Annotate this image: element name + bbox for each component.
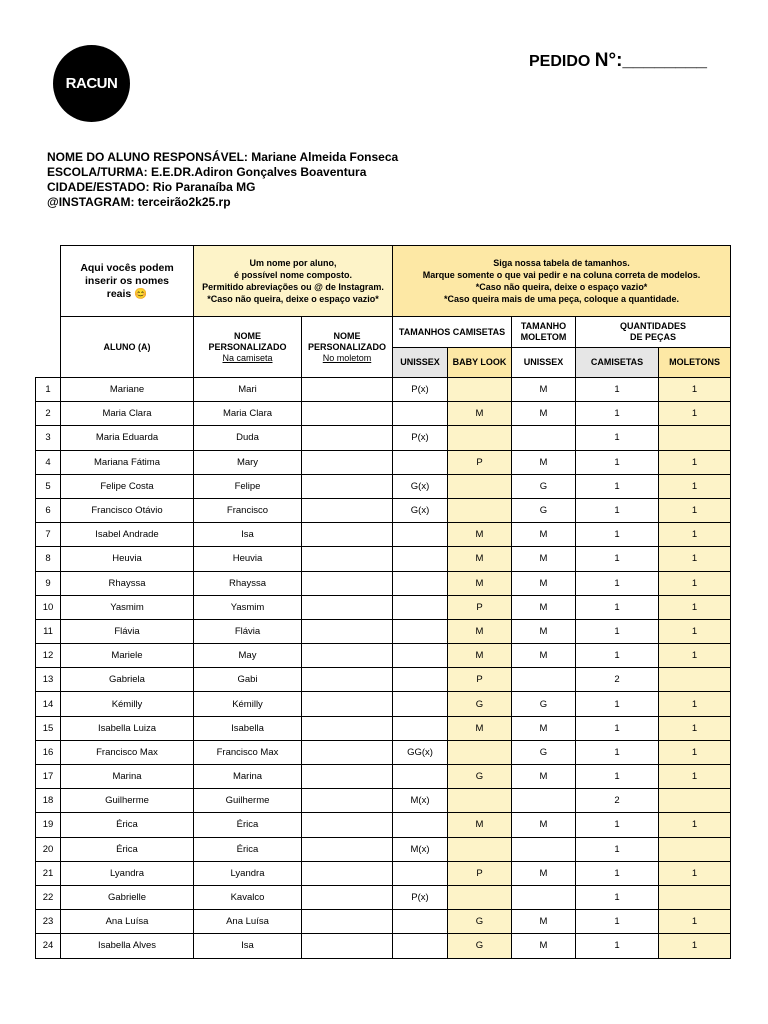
cell-unissex[interactable]	[393, 668, 448, 692]
table-row	[36, 547, 731, 571]
sizes-note-1: Siga nossa tabela de tamanhos.	[493, 258, 630, 268]
intro-names-text: Aqui vocês podem inserir os nomes reais 😊	[80, 261, 174, 300]
table-row	[36, 523, 731, 547]
sub-camisetas: CAMISETAS	[576, 348, 659, 378]
cell-aluno[interactable]: Mariane	[61, 378, 194, 402]
row-number: 1	[36, 378, 61, 402]
cell-nome-camiseta[interactable]: Mary	[194, 450, 302, 474]
cell-babylook[interactable]: P	[448, 668, 512, 692]
cell-qt-camisetas[interactable]: 1	[576, 934, 659, 958]
logo-text: RACUN	[65, 75, 118, 92]
cell-nome-moletom[interactable]	[302, 740, 393, 764]
cell-qt-moletons[interactable]: 1	[659, 716, 731, 740]
cell-qt-camisetas[interactable]: 1	[576, 740, 659, 764]
cell-tamanho-moletom[interactable]	[512, 885, 576, 909]
cell-nome-moletom[interactable]	[302, 402, 393, 426]
col-tamanho-moletom-2: MOLETOM	[520, 332, 567, 342]
cell-nome-moletom[interactable]	[302, 716, 393, 740]
cell-babylook[interactable]: M	[448, 523, 512, 547]
cell-nome-camiseta[interactable]: Érica	[194, 837, 302, 861]
cell-qt-camisetas[interactable]: 1	[576, 861, 659, 885]
cell-unissex[interactable]	[393, 934, 448, 958]
cell-babylook[interactable]: P	[448, 595, 512, 619]
cell-aluno[interactable]: Mariele	[61, 644, 194, 668]
cell-babylook[interactable]	[448, 498, 512, 522]
cell-tamanho-moletom[interactable]	[512, 837, 576, 861]
cell-unissex[interactable]	[393, 450, 448, 474]
school-class: ESCOLA/TURMA: E.E.DR.Adiron Gonçalves Boaventura	[47, 165, 367, 179]
sub-moletons: MOLETONS	[659, 348, 731, 378]
col-nome-moletom	[302, 317, 393, 378]
cell-qt-camisetas[interactable]: 1	[576, 644, 659, 668]
city-state: CIDADE/ESTADO: Rio Paranaíba MG	[47, 180, 256, 194]
cell-qt-moletons[interactable]: 1	[659, 595, 731, 619]
cell-babylook[interactable]	[448, 474, 512, 498]
cell-qt-moletons[interactable]	[659, 885, 731, 909]
cell-unissex[interactable]	[393, 692, 448, 716]
table-row	[36, 716, 731, 740]
cell-qt-moletons[interactable]: 1	[659, 861, 731, 885]
cell-nome-moletom[interactable]	[302, 547, 393, 571]
cell-aluno[interactable]: Felipe Costa	[61, 474, 194, 498]
row-number: 17	[36, 765, 61, 789]
row-number: 3	[36, 426, 61, 450]
cell-babylook[interactable]	[448, 740, 512, 764]
col-quantidades	[576, 317, 731, 348]
order-label: PEDIDO	[529, 53, 591, 70]
cell-qt-camisetas[interactable]: 1	[576, 523, 659, 547]
cell-unissex[interactable]	[393, 716, 448, 740]
cell-tamanho-moletom[interactable]: M	[512, 934, 576, 958]
table-row	[36, 595, 731, 619]
cell-qt-moletons[interactable]: 1	[659, 571, 731, 595]
row-number: 21	[36, 861, 61, 885]
cell-qt-camisetas[interactable]: 1	[576, 885, 659, 909]
row-number: 15	[36, 716, 61, 740]
cell-qt-moletons[interactable]: 1	[659, 474, 731, 498]
cell-nome-moletom[interactable]	[302, 668, 393, 692]
cell-qt-camisetas[interactable]: 1	[576, 716, 659, 740]
cell-tamanho-moletom[interactable]	[512, 789, 576, 813]
cell-nome-moletom[interactable]	[302, 789, 393, 813]
cell-aluno[interactable]: Guilherme	[61, 789, 194, 813]
cell-qt-camisetas[interactable]: 1	[576, 571, 659, 595]
cell-aluno[interactable]: Francisco Otávio	[61, 498, 194, 522]
cell-nome-moletom[interactable]	[302, 474, 393, 498]
cell-tamanho-moletom[interactable]: M	[512, 861, 576, 885]
order-number	[529, 50, 707, 72]
cell-nome-camiseta[interactable]: Flávia	[194, 619, 302, 643]
cell-qt-camisetas[interactable]: 1	[576, 910, 659, 934]
cell-qt-moletons[interactable]: 1	[659, 450, 731, 474]
row-number: 9	[36, 571, 61, 595]
cell-nome-moletom[interactable]	[302, 378, 393, 402]
cell-babylook[interactable]: G	[448, 765, 512, 789]
cell-nome-camiseta[interactable]: Francisco	[194, 498, 302, 522]
row-number: 5	[36, 474, 61, 498]
cell-aluno[interactable]: Rhayssa	[61, 571, 194, 595]
cell-aluno[interactable]: Érica	[61, 813, 194, 837]
cell-qt-camisetas[interactable]: 1	[576, 692, 659, 716]
col-tamanho-moletom	[512, 317, 576, 348]
table-row	[36, 861, 731, 885]
cell-tamanho-moletom[interactable]: G	[512, 498, 576, 522]
cell-babylook[interactable]	[448, 885, 512, 909]
table-row	[36, 692, 731, 716]
cell-qt-moletons[interactable]: 1	[659, 402, 731, 426]
cell-nome-moletom[interactable]	[302, 450, 393, 474]
row-number: 16	[36, 740, 61, 764]
cell-unissex[interactable]	[393, 644, 448, 668]
sub-babylook: BABY LOOK	[448, 348, 512, 378]
cell-qt-moletons[interactable]: 1	[659, 619, 731, 643]
instagram: @INSTAGRAM: terceirão2k25.rp	[47, 195, 231, 209]
cell-tamanho-moletom[interactable]: M	[512, 813, 576, 837]
cell-babylook[interactable]: M	[448, 547, 512, 571]
cell-unissex[interactable]	[393, 571, 448, 595]
cell-qt-camisetas[interactable]: 1	[576, 378, 659, 402]
table-row	[36, 813, 731, 837]
cell-tamanho-moletom[interactable]: G	[512, 692, 576, 716]
col-nome-camiseta-1: NOME	[234, 330, 261, 341]
table-row	[36, 789, 731, 813]
table-row	[36, 450, 731, 474]
table-row	[36, 740, 731, 764]
table-row	[36, 934, 731, 958]
cell-unissex[interactable]: P(x)	[393, 426, 448, 450]
cell-tamanho-moletom[interactable]: M	[512, 595, 576, 619]
cell-tamanho-moletom[interactable]: M	[512, 765, 576, 789]
table-row	[36, 837, 731, 861]
cell-tamanho-moletom[interactable]: M	[512, 716, 576, 740]
cell-tamanho-moletom[interactable]: M	[512, 619, 576, 643]
col-nome-camiseta-3: Na camiseta	[222, 352, 273, 363]
cell-qt-camisetas[interactable]: 1	[576, 837, 659, 861]
order-number-field[interactable]: N°:________	[594, 50, 707, 71]
cell-unissex[interactable]	[393, 547, 448, 571]
cell-nome-camiseta[interactable]: Felipe	[194, 474, 302, 498]
names-note-cell	[194, 246, 393, 317]
sub-unissex-moletom: UNISSEX	[512, 348, 576, 378]
cell-nome-camiseta[interactable]: Maria Clara	[194, 402, 302, 426]
table-body	[36, 378, 731, 959]
col-quantidades-1: QUANTIDADES	[620, 321, 687, 331]
cell-nome-moletom[interactable]	[302, 885, 393, 909]
cell-tamanho-moletom[interactable]: M	[512, 571, 576, 595]
cell-qt-moletons[interactable]: 1	[659, 644, 731, 668]
corner-blank	[36, 246, 61, 317]
cell-nome-camiseta[interactable]: Rhayssa	[194, 571, 302, 595]
cell-unissex[interactable]: GG(x)	[393, 740, 448, 764]
cell-aluno[interactable]: Érica	[61, 837, 194, 861]
cell-qt-moletons[interactable]: 1	[659, 934, 731, 958]
cell-qt-camisetas[interactable]: 1	[576, 426, 659, 450]
sizes-note-cell	[393, 246, 731, 317]
table-row	[36, 668, 731, 692]
racun-logo	[53, 45, 130, 122]
cell-nome-moletom[interactable]	[302, 861, 393, 885]
cell-nome-moletom[interactable]	[302, 523, 393, 547]
cell-nome-camiseta[interactable]: Guilherme	[194, 789, 302, 813]
cell-babylook[interactable]	[448, 378, 512, 402]
cell-qt-moletons[interactable]: 1	[659, 523, 731, 547]
cell-nome-moletom[interactable]	[302, 498, 393, 522]
cell-tamanho-moletom[interactable]: M	[512, 378, 576, 402]
cell-aluno[interactable]: Lyandra	[61, 861, 194, 885]
cell-unissex[interactable]: P(x)	[393, 378, 448, 402]
row-number: 10	[36, 595, 61, 619]
cell-nome-camiseta[interactable]: Yasmim	[194, 595, 302, 619]
table-row	[36, 644, 731, 668]
row-number: 24	[36, 934, 61, 958]
cell-qt-moletons[interactable]: 1	[659, 547, 731, 571]
cell-nome-camiseta[interactable]: Gabi	[194, 668, 302, 692]
row-number: 20	[36, 837, 61, 861]
cell-qt-camisetas[interactable]: 1	[576, 498, 659, 522]
cell-babylook[interactable]: M	[448, 716, 512, 740]
row-number: 22	[36, 885, 61, 909]
cell-qt-moletons[interactable]: 1	[659, 692, 731, 716]
cell-tamanho-moletom[interactable]: M	[512, 547, 576, 571]
cell-qt-camisetas[interactable]: 2	[576, 668, 659, 692]
row-number: 2	[36, 402, 61, 426]
cell-unissex[interactable]	[393, 619, 448, 643]
cell-tamanho-moletom[interactable]: M	[512, 523, 576, 547]
cell-qt-moletons[interactable]	[659, 668, 731, 692]
col-tamanho-moletom-1: TAMANHO	[520, 321, 567, 331]
row-number: 23	[36, 910, 61, 934]
cell-tamanho-moletom[interactable]: M	[512, 402, 576, 426]
responsible-student: NOME DO ALUNO RESPONSÁVEL: Mariane Almeida Fonseca	[47, 150, 399, 164]
col-nome-camiseta-2: PERSONALIZADO	[208, 341, 287, 352]
row-number: 19	[36, 813, 61, 837]
cell-tamanho-moletom[interactable]: M	[512, 910, 576, 934]
row-number: 13	[36, 668, 61, 692]
cell-aluno[interactable]: Heuvia	[61, 547, 194, 571]
cell-qt-moletons[interactable]: 1	[659, 740, 731, 764]
row-number: 18	[36, 789, 61, 813]
corner-blank-2	[36, 317, 61, 378]
cell-aluno[interactable]: Isabella Luiza	[61, 716, 194, 740]
cell-babylook[interactable]	[448, 837, 512, 861]
col-nome-moletom-1: NOME	[333, 330, 361, 341]
cell-qt-camisetas[interactable]: 1	[576, 765, 659, 789]
sizes-note-4: *Caso queira mais de uma peça, coloque a quantidade.	[443, 294, 680, 304]
cell-aluno[interactable]: Maria Eduarda	[61, 426, 194, 450]
cell-qt-moletons[interactable]	[659, 426, 731, 450]
cell-nome-moletom[interactable]	[302, 813, 393, 837]
cell-aluno[interactable]: Isabella Alves	[61, 934, 194, 958]
cell-qt-camisetas[interactable]: 1	[576, 474, 659, 498]
cell-nome-camiseta[interactable]: Kémilly	[194, 692, 302, 716]
cell-unissex[interactable]: G(x)	[393, 498, 448, 522]
cell-nome-camiseta[interactable]: Duda	[194, 426, 302, 450]
cell-nome-moletom[interactable]	[302, 595, 393, 619]
col-aluno: ALUNO (A)	[61, 317, 194, 378]
row-number: 12	[36, 644, 61, 668]
cell-nome-camiseta[interactable]: May	[194, 644, 302, 668]
cell-qt-camisetas[interactable]: 1	[576, 595, 659, 619]
cell-nome-camiseta[interactable]: Lyandra	[194, 861, 302, 885]
cell-nome-camiseta[interactable]: Isabella	[194, 716, 302, 740]
order-table	[35, 245, 731, 959]
cell-nome-moletom[interactable]	[302, 619, 393, 643]
cell-unissex[interactable]	[393, 910, 448, 934]
table-row	[36, 498, 731, 522]
cell-babylook[interactable]: G	[448, 910, 512, 934]
cell-unissex[interactable]	[393, 523, 448, 547]
cell-nome-moletom[interactable]	[302, 934, 393, 958]
cell-nome-camiseta[interactable]: Ana Luísa	[194, 910, 302, 934]
cell-aluno[interactable]: Flávia	[61, 619, 194, 643]
cell-qt-camisetas[interactable]: 1	[576, 619, 659, 643]
cell-qt-moletons[interactable]: 1	[659, 498, 731, 522]
intro-names-cell	[61, 246, 194, 317]
cell-aluno[interactable]: Kémilly	[61, 692, 194, 716]
cell-nome-moletom[interactable]	[302, 426, 393, 450]
cell-qt-camisetas[interactable]: 2	[576, 789, 659, 813]
cell-qt-camisetas[interactable]: 1	[576, 813, 659, 837]
col-tamanhos-camisetas: TAMANHOS CAMISETAS	[393, 317, 512, 348]
names-note-3: Permitido abreviações ou @ de Instagram.	[202, 282, 384, 292]
cell-qt-moletons[interactable]: 1	[659, 378, 731, 402]
cell-tamanho-moletom[interactable]: G	[512, 474, 576, 498]
row-number: 7	[36, 523, 61, 547]
cell-unissex[interactable]	[393, 813, 448, 837]
table-row	[36, 765, 731, 789]
cell-tamanho-moletom[interactable]	[512, 426, 576, 450]
names-note-4: *Caso não queira, deixe o espaço vazio*	[207, 294, 379, 304]
cell-unissex[interactable]: M(x)	[393, 837, 448, 861]
sizes-note-3: *Caso não queira, deixe o espaço vazio*	[475, 282, 648, 292]
cell-babylook[interactable]: G	[448, 692, 512, 716]
cell-qt-camisetas[interactable]: 1	[576, 547, 659, 571]
cell-nome-moletom[interactable]	[302, 692, 393, 716]
cell-babylook[interactable]: M	[448, 402, 512, 426]
cell-unissex[interactable]	[393, 861, 448, 885]
cell-unissex[interactable]	[393, 402, 448, 426]
cell-aluno[interactable]: Yasmim	[61, 595, 194, 619]
cell-aluno[interactable]: Marina	[61, 765, 194, 789]
cell-tamanho-moletom[interactable]: M	[512, 450, 576, 474]
col-nome-camiseta	[194, 317, 302, 378]
cell-babylook[interactable]: M	[448, 571, 512, 595]
row-number: 11	[36, 619, 61, 643]
cell-qt-camisetas[interactable]: 1	[576, 402, 659, 426]
cell-aluno[interactable]: Ana Luísa	[61, 910, 194, 934]
sub-unissex: UNISSEX	[393, 348, 448, 378]
cell-qt-moletons[interactable]: 1	[659, 813, 731, 837]
row-number: 14	[36, 692, 61, 716]
student-info	[47, 150, 398, 210]
cell-babylook[interactable]	[448, 426, 512, 450]
cell-aluno[interactable]: Gabriela	[61, 668, 194, 692]
cell-tamanho-moletom[interactable]	[512, 668, 576, 692]
cell-aluno[interactable]: Gabrielle	[61, 885, 194, 909]
cell-unissex[interactable]: M(x)	[393, 789, 448, 813]
cell-aluno[interactable]: Isabel Andrade	[61, 523, 194, 547]
cell-tamanho-moletom[interactable]: M	[512, 644, 576, 668]
cell-qt-camisetas[interactable]: 1	[576, 450, 659, 474]
cell-nome-moletom[interactable]	[302, 837, 393, 861]
col-nome-moletom-2: PERSONALIZADO	[307, 341, 386, 352]
names-note-1: Um nome por aluno,	[249, 258, 337, 268]
table-row	[36, 571, 731, 595]
col-nome-moletom-3: No moletom	[322, 352, 372, 363]
cell-nome-camiseta[interactable]: Kavalco	[194, 885, 302, 909]
row-number: 8	[36, 547, 61, 571]
cell-tamanho-moletom[interactable]: G	[512, 740, 576, 764]
table-row	[36, 885, 731, 909]
cell-nome-moletom[interactable]	[302, 644, 393, 668]
table-row	[36, 402, 731, 426]
sizes-note-2: Marque somente o que vai pedir e na coluna correta de modelos.	[422, 270, 701, 280]
cell-aluno[interactable]: Francisco Max	[61, 740, 194, 764]
cell-unissex[interactable]: P(x)	[393, 885, 448, 909]
cell-aluno[interactable]: Mariana Fátima	[61, 450, 194, 474]
cell-nome-camiseta[interactable]: Mari	[194, 378, 302, 402]
cell-aluno[interactable]: Maria Clara	[61, 402, 194, 426]
cell-babylook[interactable]: M	[448, 619, 512, 643]
cell-babylook[interactable]: M	[448, 644, 512, 668]
cell-qt-moletons[interactable]	[659, 837, 731, 861]
table-row	[36, 426, 731, 450]
cell-qt-moletons[interactable]: 1	[659, 910, 731, 934]
table-row	[36, 474, 731, 498]
row-number: 4	[36, 450, 61, 474]
cell-babylook[interactable]: M	[448, 813, 512, 837]
cell-babylook[interactable]: G	[448, 934, 512, 958]
cell-nome-moletom[interactable]	[302, 571, 393, 595]
cell-qt-moletons[interactable]	[659, 789, 731, 813]
cell-babylook[interactable]	[448, 789, 512, 813]
cell-nome-camiseta[interactable]: Isa	[194, 523, 302, 547]
cell-unissex[interactable]: G(x)	[393, 474, 448, 498]
cell-nome-moletom[interactable]	[302, 765, 393, 789]
names-note-2: é possível nome composto.	[233, 270, 353, 280]
col-quantidades-2: DE PEÇAS	[630, 332, 677, 342]
cell-unissex[interactable]	[393, 595, 448, 619]
cell-qt-moletons[interactable]: 1	[659, 765, 731, 789]
cell-nome-camiseta[interactable]: Heuvia	[194, 547, 302, 571]
cell-nome-camiseta[interactable]: Marina	[194, 765, 302, 789]
cell-babylook[interactable]: P	[448, 861, 512, 885]
cell-unissex[interactable]	[393, 765, 448, 789]
cell-nome-moletom[interactable]	[302, 910, 393, 934]
row-number: 6	[36, 498, 61, 522]
cell-babylook[interactable]: P	[448, 450, 512, 474]
table-row	[36, 619, 731, 643]
cell-nome-camiseta[interactable]: Érica	[194, 813, 302, 837]
table-row	[36, 910, 731, 934]
cell-nome-camiseta[interactable]: Francisco Max	[194, 740, 302, 764]
table-row	[36, 378, 731, 402]
cell-nome-camiseta[interactable]: Isa	[194, 934, 302, 958]
